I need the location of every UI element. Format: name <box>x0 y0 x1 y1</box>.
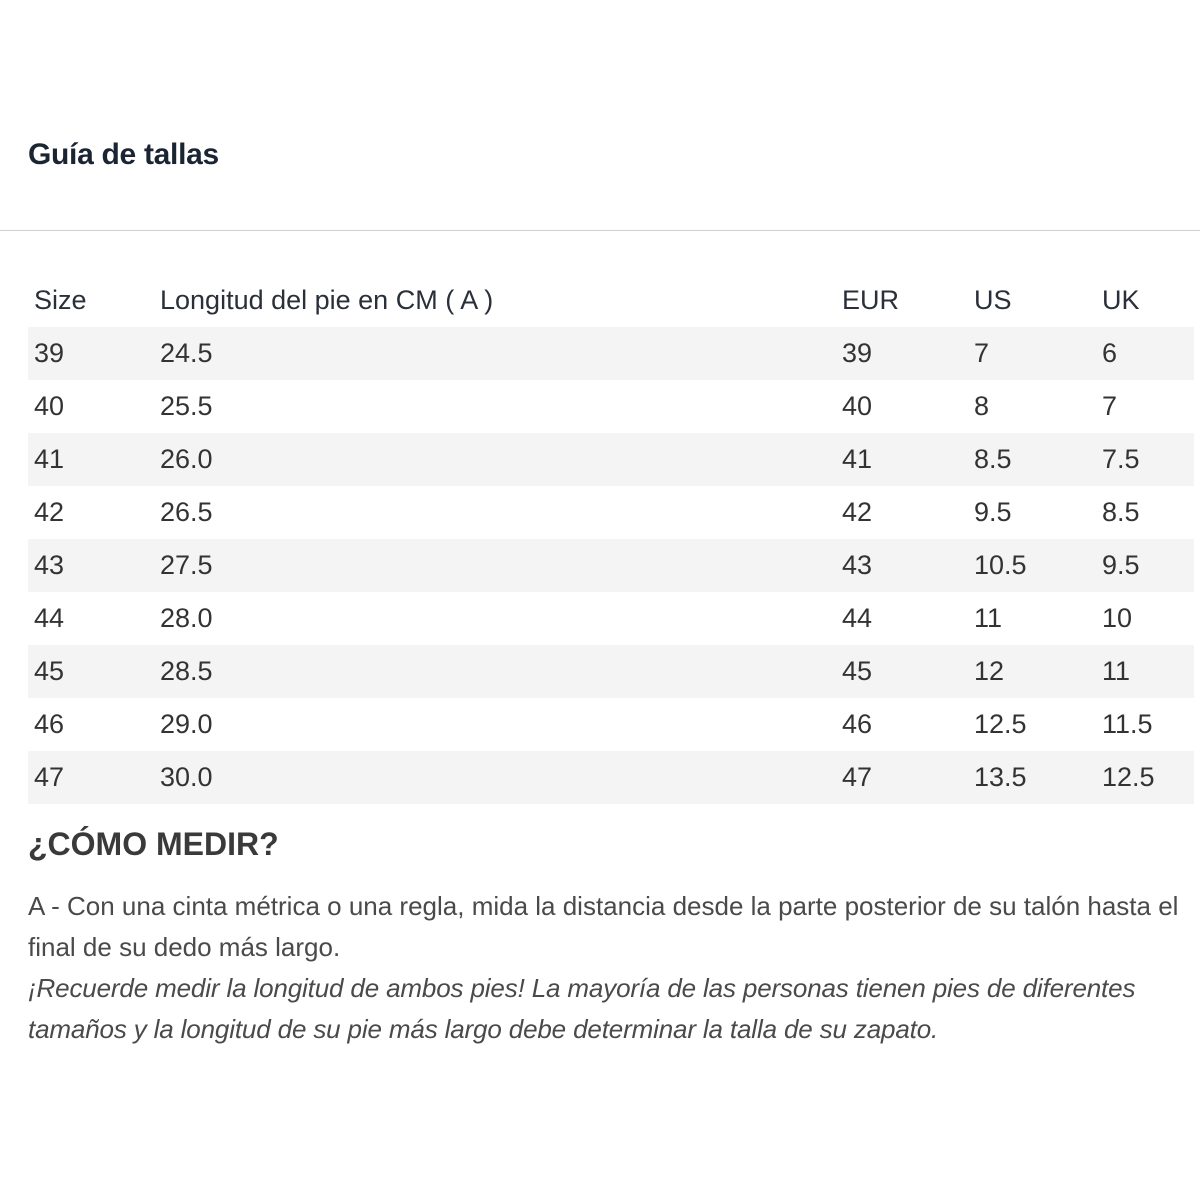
cell-us: 10.5 <box>968 539 1096 592</box>
cell-size: 39 <box>28 327 154 380</box>
cell-us: 7 <box>968 327 1096 380</box>
table-row <box>28 698 1194 751</box>
cell-size: 46 <box>34 709 65 739</box>
table-row <box>28 592 1194 645</box>
table-row <box>28 486 1194 539</box>
cell-foot-length: 28.5 <box>154 645 836 698</box>
cell-us: 8 <box>974 391 990 421</box>
cell-eur: 46 <box>842 709 873 739</box>
table-row <box>28 327 1194 380</box>
cell-us: 11 <box>974 603 1003 633</box>
cell-size: 47 <box>28 751 154 804</box>
cell-foot-length: 29.0 <box>160 709 213 739</box>
cell-uk: 12.5 <box>1096 751 1194 804</box>
cell-uk: 10 <box>1102 603 1133 633</box>
cell-eur: 41 <box>836 433 968 486</box>
header-uk: UK <box>1102 285 1140 315</box>
cell-eur: 43 <box>836 539 968 592</box>
cell-us: 12 <box>968 645 1096 698</box>
cell-size: 45 <box>28 645 154 698</box>
measure-note: ¡Recuerde medir la longitud de ambos pies! La mayoría de las personas tienen pies de diferentes tamaños y la longitud de su pie más largo debe determinar la talla de su zapato. <box>28 973 1136 1044</box>
table-row <box>28 539 1194 592</box>
header-us: US <box>974 285 1012 315</box>
table-row <box>28 751 1194 804</box>
cell-size: 43 <box>28 539 154 592</box>
cell-foot-length: 30.0 <box>154 751 836 804</box>
size-table <box>28 274 1194 804</box>
cell-uk: 7 <box>1102 391 1118 421</box>
cell-uk: 11 <box>1096 645 1194 698</box>
page-title: Guía de tallas <box>28 138 219 171</box>
cell-foot-length: 26.5 <box>160 497 213 527</box>
table-header-row <box>28 274 1194 327</box>
header-foot-length: Longitud del pie en CM ( A ) <box>160 285 494 315</box>
cell-us: 8.5 <box>968 433 1096 486</box>
cell-uk: 11.5 <box>1102 709 1153 739</box>
cell-uk: 9.5 <box>1096 539 1194 592</box>
cell-uk: 8.5 <box>1102 497 1140 527</box>
table-row <box>28 380 1194 433</box>
cell-uk: 6 <box>1096 327 1194 380</box>
cell-eur: 40 <box>842 391 873 421</box>
cell-size: 40 <box>34 391 65 421</box>
cell-size: 41 <box>28 433 154 486</box>
how-to-measure-heading: ¿CÓMO MEDIR? <box>28 826 279 862</box>
cell-us: 12.5 <box>974 709 1027 739</box>
table-row <box>28 433 1194 486</box>
cell-foot-length: 24.5 <box>154 327 836 380</box>
cell-eur: 44 <box>842 603 873 633</box>
cell-size: 44 <box>34 603 65 633</box>
cell-uk: 7.5 <box>1096 433 1194 486</box>
cell-eur: 45 <box>836 645 968 698</box>
cell-eur: 47 <box>836 751 968 804</box>
cell-us: 13.5 <box>968 751 1096 804</box>
cell-size: 42 <box>34 497 65 527</box>
cell-eur: 39 <box>836 327 968 380</box>
table-row <box>28 645 1194 698</box>
cell-foot-length: 25.5 <box>160 391 213 421</box>
header-eur: EUR <box>842 285 900 315</box>
measure-instructions: A - Con una cinta métrica o una regla, mida la distancia desde la parte posterior de su talón hasta el final de su dedo más largo. <box>28 891 1179 962</box>
cell-eur: 42 <box>842 497 873 527</box>
cell-foot-length: 27.5 <box>154 539 836 592</box>
header-size: Size <box>34 285 87 315</box>
cell-foot-length: 26.0 <box>154 433 836 486</box>
title-divider <box>0 230 1200 231</box>
cell-foot-length: 28.0 <box>160 603 213 633</box>
cell-us: 9.5 <box>974 497 1012 527</box>
